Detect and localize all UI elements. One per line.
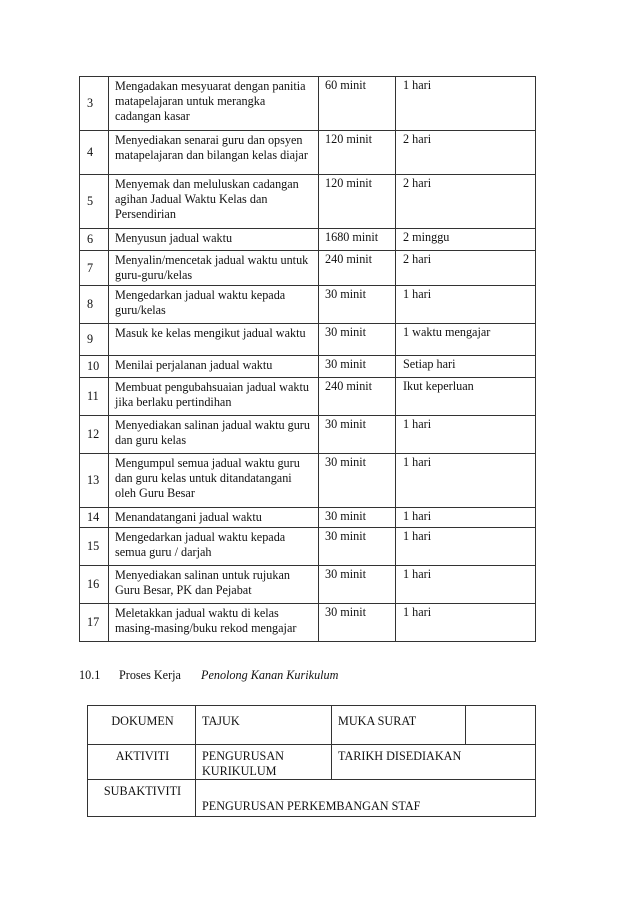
step-minutes: 30 minit (319, 454, 396, 508)
step-row (80, 378, 536, 416)
step-minutes: 120 minit (319, 175, 396, 229)
step-duration: 1 waktu mengajar (396, 324, 536, 356)
step-duration: 2 hari (396, 131, 536, 175)
doc-row-3 (88, 780, 536, 817)
aktiviti-label: AKTIVITI (88, 745, 196, 780)
document-info-table (87, 705, 536, 817)
step-row (80, 566, 536, 604)
step-minutes: 240 minit (319, 378, 396, 416)
step-minutes: 30 minit (319, 286, 396, 324)
step-number: 7 (80, 251, 109, 286)
step-duration: 1 hari (396, 286, 536, 324)
step-activity: Menyalin/mencetak jadual waktu untuk guru-guru/kelas (109, 251, 319, 286)
step-activity: Menyediakan salinan jadual waktu guru dan guru kelas (109, 416, 319, 454)
step-minutes: 30 minit (319, 324, 396, 356)
step-activity: Menyediakan senarai guru dan opsyen matapelajaran dan bilangan kelas diajar (109, 131, 319, 175)
step-row (80, 454, 536, 508)
step-row (80, 604, 536, 642)
step-number: 9 (80, 324, 109, 356)
step-duration: Setiap hari (396, 356, 536, 378)
step-duration: 1 hari (396, 566, 536, 604)
step-number: 13 (80, 454, 109, 508)
step-minutes: 30 minit (319, 604, 396, 642)
step-row (80, 77, 536, 131)
step-activity: Meletakkan jadual waktu di kelas masing-masing/buku rekod mengajar (109, 604, 319, 642)
step-minutes: 30 minit (319, 416, 396, 454)
step-activity: Mengadakan mesyuarat dengan panitia matapelajaran untuk merangka cadangan kasar (109, 77, 319, 131)
aktiviti-value: PENGURUSAN KURIKULUM (196, 745, 332, 780)
step-activity: Menyediakan salinan untuk rujukan Guru Besar, PK dan Pejabat (109, 566, 319, 604)
step-activity: Masuk ke kelas mengikut jadual waktu (109, 324, 319, 356)
step-duration: 2 hari (396, 175, 536, 229)
step-duration: 1 hari (396, 416, 536, 454)
step-number: 14 (80, 508, 109, 528)
step-number: 8 (80, 286, 109, 324)
subaktiviti-label: SUBAKTIVITI (88, 780, 196, 817)
steps-body (80, 77, 536, 642)
step-duration: 2 hari (396, 251, 536, 286)
step-duration: 1 hari (396, 508, 536, 528)
step-row (80, 175, 536, 229)
doc-row-2 (88, 745, 536, 780)
step-minutes: 30 minit (319, 508, 396, 528)
section-role: Penolong Kanan Kurikulum (201, 668, 339, 682)
step-activity: Mengedarkan jadual waktu kepada semua guru / darjah (109, 528, 319, 566)
step-activity: Menyusun jadual waktu (109, 229, 319, 251)
step-minutes: 1680 minit (319, 229, 396, 251)
step-row (80, 229, 536, 251)
step-row (80, 528, 536, 566)
step-duration: 1 hari (396, 604, 536, 642)
step-number: 17 (80, 604, 109, 642)
step-minutes: 120 minit (319, 131, 396, 175)
step-activity: Membuat pengubahsuaian jadual waktu jika berlaku pertindihan (109, 378, 319, 416)
step-minutes: 30 minit (319, 566, 396, 604)
dokumen-label: DOKUMEN (88, 706, 196, 745)
step-row (80, 286, 536, 324)
step-row (80, 131, 536, 175)
step-number: 11 (80, 378, 109, 416)
step-row (80, 508, 536, 528)
step-minutes: 240 minit (319, 251, 396, 286)
step-activity: Mengedarkan jadual waktu kepada guru/kelas (109, 286, 319, 324)
step-activity: Mengumpul semua jadual waktu guru dan guru kelas untuk ditandatangani oleh Guru Besar (109, 454, 319, 508)
steps-table (79, 76, 536, 642)
step-duration: 1 hari (396, 454, 536, 508)
step-activity: Menilai perjalanan jadual waktu (109, 356, 319, 378)
muka-surat-label: MUKA SURAT (332, 706, 466, 745)
step-row (80, 356, 536, 378)
step-number: 3 (80, 77, 109, 131)
step-row (80, 324, 536, 356)
step-row (80, 416, 536, 454)
step-duration: 1 hari (396, 77, 536, 131)
subaktiviti-value: PENGURUSAN PERKEMBANGAN STAF (196, 780, 536, 817)
muka-surat-value (466, 706, 536, 745)
tarikh-label: TARIKH DISEDIAKAN (332, 745, 536, 780)
step-minutes: 30 minit (319, 356, 396, 378)
step-duration: 2 minggu (396, 229, 536, 251)
step-number: 6 (80, 229, 109, 251)
section-number: 10.1 (79, 668, 101, 682)
step-duration: Ikut keperluan (396, 378, 536, 416)
step-number: 5 (80, 175, 109, 229)
step-activity: Menandatangani jadual waktu (109, 508, 319, 528)
section-label: Proses Kerja (119, 668, 181, 682)
step-number: 4 (80, 131, 109, 175)
step-minutes: 60 minit (319, 77, 396, 131)
step-number: 12 (80, 416, 109, 454)
step-duration: 1 hari (396, 528, 536, 566)
step-number: 15 (80, 528, 109, 566)
step-number: 10 (80, 356, 109, 378)
doc-row-1 (88, 706, 536, 745)
step-minutes: 30 minit (319, 528, 396, 566)
step-number: 16 (80, 566, 109, 604)
tajuk-label: TAJUK (196, 706, 332, 745)
step-row (80, 251, 536, 286)
step-activity: Menyemak dan meluluskan cadangan agihan Jadual Waktu Kelas dan Persendirian (109, 175, 319, 229)
